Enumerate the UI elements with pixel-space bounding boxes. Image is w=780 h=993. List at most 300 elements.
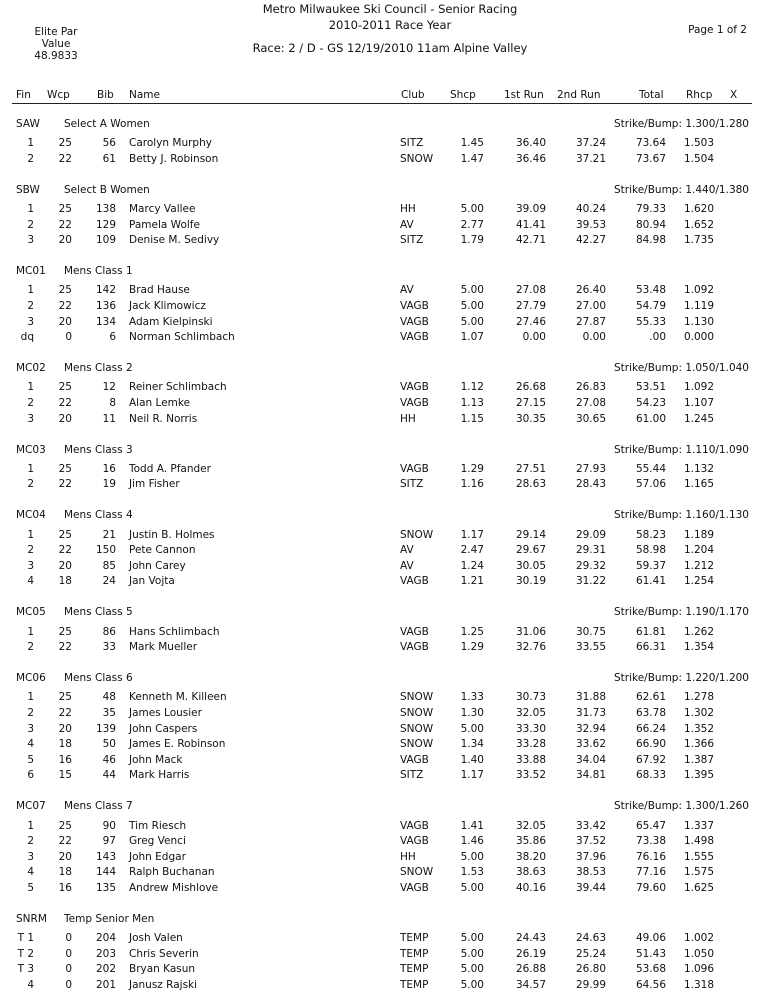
first-run-time: 28.63 — [515, 478, 546, 491]
wcp-points: 25 — [58, 137, 72, 150]
bib-number: 142 — [95, 284, 116, 297]
result-row — [0, 835, 780, 849]
finish-place: 5 — [27, 753, 34, 766]
first-run-time: 35.86 — [515, 835, 546, 848]
wcp-points: 25 — [58, 819, 72, 832]
class-name: Mens Class 3 — [64, 443, 133, 456]
club: SNOW — [400, 528, 434, 541]
wcp-points: 20 — [58, 234, 72, 247]
bib-number: 97 — [102, 835, 116, 848]
club: VAGB — [400, 641, 429, 654]
result-row — [0, 575, 780, 589]
racer-name: Hans Schlimbach — [129, 625, 220, 638]
rhcp: 1.212 — [683, 559, 714, 572]
racer-name: John Carey — [129, 559, 186, 572]
total-time: 58.98 — [635, 544, 666, 557]
racer-name: Janusz Rajski — [129, 979, 198, 991]
finish-place: 1 — [27, 691, 34, 704]
result-row — [0, 626, 780, 640]
rhcp: 1.262 — [683, 625, 714, 638]
racer-name: Mark Mueller — [129, 641, 198, 654]
racer-name: Greg Venci — [129, 835, 186, 848]
club: SNOW — [400, 738, 434, 751]
wcp-points: 22 — [58, 544, 72, 557]
first-run-time: 27.15 — [515, 397, 546, 409]
result-row — [0, 979, 780, 993]
elite-par-value: 48.9833 — [34, 50, 78, 62]
result-row — [0, 153, 780, 167]
class-header — [0, 444, 780, 458]
club: SITZ — [400, 478, 424, 491]
finish-place: 1 — [27, 381, 34, 394]
rhcp: 1.504 — [683, 152, 714, 165]
rhcp: 1.254 — [683, 575, 714, 588]
racer-name: Tim Riesch — [129, 819, 187, 832]
bib-number: 6 — [109, 331, 116, 344]
second-run-time: 30.75 — [575, 625, 606, 638]
bib-number: 203 — [95, 947, 116, 960]
col-run1: 1st Run — [504, 89, 544, 101]
shcp: 1.47 — [460, 152, 484, 165]
total-time: 54.79 — [635, 300, 666, 312]
second-run-time: 27.00 — [575, 300, 606, 312]
wcp-points: 22 — [58, 707, 72, 719]
strike-bump: Strike/Bump: 1.190/1.170 — [613, 606, 749, 619]
bib-number: 46 — [102, 753, 116, 766]
bib-number: 139 — [95, 722, 116, 735]
class-code: MC03 — [16, 443, 46, 456]
result-row — [0, 284, 780, 298]
wcp-points: 25 — [58, 381, 72, 394]
first-run-time: 33.30 — [515, 722, 546, 735]
second-run-time: 34.04 — [575, 753, 606, 766]
shcp: 1.21 — [460, 575, 484, 588]
finish-place: 2 — [27, 707, 34, 719]
result-row — [0, 544, 780, 558]
result-row — [0, 316, 780, 330]
bib-number: 33 — [102, 641, 116, 654]
first-run-time: 36.46 — [515, 152, 546, 165]
finish-place: 2 — [27, 397, 34, 409]
second-run-time: 26.80 — [575, 963, 606, 976]
wcp-points: 25 — [58, 528, 72, 541]
second-run-time: 27.93 — [575, 462, 606, 475]
racer-name: Pete Cannon — [129, 544, 196, 557]
result-row — [0, 932, 780, 946]
shcp: 1.07 — [460, 331, 484, 344]
wcp-points: 20 — [58, 850, 72, 863]
club: SNOW — [400, 707, 434, 719]
first-run-time: 27.51 — [515, 462, 546, 475]
wcp-points: 0 — [65, 331, 72, 344]
club: TEMP — [400, 979, 429, 991]
total-time: 73.67 — [635, 152, 666, 165]
result-row — [0, 529, 780, 543]
bib-number: 109 — [95, 234, 116, 247]
class-name: Mens Class 6 — [64, 672, 133, 685]
shcp: 1.46 — [460, 835, 484, 848]
racer-name: Andrew Mishlove — [129, 882, 219, 894]
first-run-time: 32.05 — [515, 707, 546, 719]
total-time: 55.44 — [635, 462, 666, 475]
shcp: 1.13 — [460, 397, 484, 409]
result-row — [0, 948, 780, 962]
result-row — [0, 478, 780, 492]
total-time: 61.41 — [635, 575, 666, 588]
result-row — [0, 707, 780, 721]
wcp-points: 25 — [58, 625, 72, 638]
shcp: 1.53 — [460, 866, 484, 879]
finish-place: 4 — [27, 979, 34, 991]
bib-number: 16 — [102, 462, 116, 475]
wcp-points: 22 — [58, 300, 72, 312]
strike-bump: Strike/Bump: 1.440/1.380 — [613, 183, 749, 196]
result-row — [0, 820, 780, 834]
wcp-points: 22 — [58, 218, 72, 231]
shcp: 1.17 — [460, 769, 484, 782]
finish-place: dq — [20, 331, 34, 344]
second-run-time: 39.44 — [575, 882, 606, 894]
second-run-time: 32.94 — [575, 722, 606, 735]
second-run-time: 33.62 — [575, 738, 606, 751]
result-row — [0, 738, 780, 752]
club: SITZ — [400, 234, 424, 247]
first-run-time: 33.88 — [515, 753, 546, 766]
rhcp: 1.555 — [683, 850, 714, 863]
bib-number: 11 — [102, 412, 116, 425]
total-time: 77.16 — [635, 866, 666, 879]
class-name: Temp Senior Men — [64, 913, 155, 925]
class-name: Mens Class 7 — [64, 800, 133, 813]
second-run-time: 37.24 — [575, 137, 606, 150]
first-run-time: 30.19 — [515, 575, 546, 588]
col-run2: 2nd Run — [557, 89, 601, 101]
finish-place: 2 — [27, 641, 34, 654]
wcp-points: 22 — [58, 478, 72, 491]
wcp-points: 16 — [58, 753, 72, 766]
total-time: 53.48 — [635, 284, 666, 297]
bib-number: 61 — [102, 152, 116, 165]
shcp: 1.41 — [460, 819, 484, 832]
bib-number: 8 — [109, 397, 116, 409]
first-run-time: 38.63 — [515, 866, 546, 879]
bib-number: 144 — [95, 866, 116, 879]
racer-name: Denise M. Sedivy — [129, 234, 220, 247]
rhcp: 1.278 — [683, 691, 714, 704]
finish-place: 3 — [27, 234, 34, 247]
racer-name: Marcy Vallee — [129, 203, 196, 215]
club: TEMP — [400, 963, 429, 976]
strike-bump: Strike/Bump: 1.050/1.040 — [613, 362, 749, 375]
shcp: 5.00 — [460, 963, 484, 976]
second-run-time: 39.53 — [575, 218, 606, 231]
shcp: 1.12 — [460, 381, 484, 394]
club: HH — [400, 203, 416, 215]
bib-number: 90 — [102, 819, 116, 832]
total-time: 68.33 — [635, 769, 666, 782]
total-time: 58.23 — [635, 528, 666, 541]
wcp-points: 0 — [65, 963, 72, 976]
club: VAGB — [400, 819, 429, 832]
second-run-time: 37.21 — [575, 152, 606, 165]
finish-place: 1 — [27, 462, 34, 475]
shcp: 1.45 — [460, 137, 484, 150]
result-row — [0, 137, 780, 151]
bib-number: 50 — [102, 738, 116, 751]
rhcp: 1.735 — [683, 234, 714, 247]
class-name: Mens Class 2 — [64, 362, 133, 375]
second-run-time: 26.83 — [575, 381, 606, 394]
first-run-time: 40.16 — [515, 882, 546, 894]
wcp-points: 15 — [58, 769, 72, 782]
wcp-points: 22 — [58, 397, 72, 409]
class-name: Mens Class 4 — [64, 509, 133, 522]
total-time: 67.92 — [635, 753, 666, 766]
shcp: 1.15 — [460, 412, 484, 425]
first-run-time: 27.46 — [515, 315, 546, 328]
racer-name: Alan Lemke — [129, 397, 191, 409]
racer-name: Reiner Schlimbach — [129, 381, 227, 394]
class-header — [0, 362, 780, 376]
first-run-time: 29.14 — [515, 528, 546, 541]
bib-number: 24 — [102, 575, 116, 588]
finish-place: 4 — [27, 738, 34, 751]
result-row — [0, 866, 780, 880]
shcp: 5.00 — [460, 882, 484, 894]
wcp-points: 18 — [58, 738, 72, 751]
shcp: 1.16 — [460, 478, 484, 491]
finish-place: 2 — [27, 835, 34, 848]
finish-place: 2 — [27, 478, 34, 491]
total-time: 66.31 — [635, 641, 666, 654]
total-time: 55.33 — [635, 315, 666, 328]
rhcp: 1.498 — [683, 835, 714, 848]
result-row — [0, 769, 780, 783]
rhcp: 1.354 — [683, 641, 714, 654]
wcp-points: 22 — [58, 152, 72, 165]
second-run-time: 40.24 — [575, 203, 606, 215]
first-run-time: 26.88 — [515, 963, 546, 976]
racer-name: Kenneth M. Killeen — [129, 691, 227, 704]
rhcp: 1.387 — [683, 753, 714, 766]
total-time: 65.47 — [635, 819, 666, 832]
header-divider — [12, 103, 752, 104]
rhcp: 1.245 — [683, 412, 714, 425]
shcp: 1.24 — [460, 559, 484, 572]
rhcp: 1.395 — [683, 769, 714, 782]
club: SITZ — [400, 137, 424, 150]
class-code: SBW — [16, 183, 40, 196]
total-time: 80.94 — [635, 218, 666, 231]
finish-place: 1 — [27, 203, 34, 215]
shcp: 1.17 — [460, 528, 484, 541]
wcp-points: 0 — [65, 947, 72, 960]
first-run-time: 34.57 — [515, 979, 546, 991]
result-row — [0, 882, 780, 896]
racer-name: Ralph Buchanan — [129, 866, 215, 879]
racer-name: Justin B. Holmes — [129, 528, 215, 541]
second-run-time: 24.63 — [575, 932, 606, 945]
wcp-points: 18 — [58, 575, 72, 588]
class-code: MC01 — [16, 265, 46, 278]
finish-place: 1 — [27, 284, 34, 297]
rhcp: 1.130 — [683, 315, 714, 328]
shcp: 5.00 — [460, 850, 484, 863]
club: VAGB — [400, 331, 429, 344]
wcp-points: 22 — [58, 641, 72, 654]
rhcp: 1.318 — [683, 979, 714, 991]
class-header — [0, 509, 780, 523]
wcp-points: 20 — [58, 559, 72, 572]
first-run-time: 26.68 — [515, 381, 546, 394]
rhcp: 1.652 — [683, 218, 714, 231]
rhcp: 1.119 — [683, 300, 714, 312]
first-run-time: 30.73 — [515, 691, 546, 704]
club: VAGB — [400, 462, 429, 475]
class-code: SNRM — [16, 913, 47, 925]
bib-number: 150 — [95, 544, 116, 557]
racer-name: Jan Vojta — [129, 575, 175, 588]
class-code: SAW — [16, 118, 40, 130]
col-rhcp: Rhcp — [686, 89, 713, 101]
finish-place: 2 — [27, 152, 34, 165]
class-header — [0, 672, 780, 686]
shcp: 5.00 — [460, 722, 484, 735]
wcp-points: 16 — [58, 882, 72, 894]
result-row — [0, 219, 780, 233]
second-run-time: 29.99 — [575, 979, 606, 991]
bib-number: 21 — [102, 528, 116, 541]
finish-place: 4 — [27, 866, 34, 879]
shcp: 5.00 — [460, 315, 484, 328]
class-name: Select B Women — [64, 183, 150, 196]
bib-number: 135 — [95, 882, 116, 894]
wcp-points: 22 — [58, 835, 72, 848]
finish-place: T 2 — [17, 947, 34, 960]
result-row — [0, 413, 780, 427]
second-run-time: 42.27 — [575, 234, 606, 247]
first-run-time: 32.05 — [515, 819, 546, 832]
col-name: Name — [129, 89, 160, 101]
first-run-time: 33.28 — [515, 738, 546, 751]
first-run-time: 41.41 — [515, 218, 546, 231]
wcp-points: 0 — [65, 932, 72, 945]
racer-name: John Mack — [129, 753, 183, 766]
col-wcp: Wcp — [47, 89, 70, 101]
shcp: 1.34 — [460, 738, 484, 751]
shcp: 1.25 — [460, 625, 484, 638]
club: VAGB — [400, 882, 429, 894]
shcp: 1.29 — [460, 641, 484, 654]
bib-number: 85 — [102, 559, 116, 572]
shcp: 1.33 — [460, 691, 484, 704]
club: VAGB — [400, 835, 429, 848]
first-run-time: 31.06 — [515, 625, 546, 638]
total-time: 57.06 — [635, 478, 666, 491]
total-time: 66.90 — [635, 738, 666, 751]
elite-par-block — [18, 26, 94, 62]
first-run-time: 29.67 — [515, 544, 546, 557]
finish-place: 3 — [27, 850, 34, 863]
total-time: 64.56 — [635, 979, 666, 991]
second-run-time: 25.24 — [575, 947, 606, 960]
class-header — [0, 265, 780, 279]
finish-place: 2 — [27, 300, 34, 312]
result-row — [0, 331, 780, 345]
racer-name: John Edgar — [129, 850, 186, 863]
total-time: 51.43 — [635, 947, 666, 960]
first-run-time: 27.08 — [515, 284, 546, 297]
racer-name: Carolyn Murphy — [129, 137, 212, 150]
wcp-points: 25 — [58, 284, 72, 297]
result-row — [0, 463, 780, 477]
result-row — [0, 203, 780, 217]
total-time: 84.98 — [635, 234, 666, 247]
wcp-points: 0 — [65, 979, 72, 991]
racer-name: James E. Robinson — [129, 738, 226, 751]
class-code: MC04 — [16, 509, 46, 522]
first-run-time: 42.71 — [515, 234, 546, 247]
total-time: 79.60 — [635, 882, 666, 894]
rhcp: 1.352 — [683, 722, 714, 735]
racer-name: Brad Hause — [129, 284, 190, 297]
racer-name: Chris Severin — [129, 947, 199, 960]
racer-name: Jim Fisher — [129, 478, 180, 491]
shcp: 1.30 — [460, 707, 484, 719]
total-time: 59.37 — [635, 559, 666, 572]
wcp-points: 20 — [58, 412, 72, 425]
total-time: 54.23 — [635, 397, 666, 409]
bib-number: 35 — [102, 707, 116, 719]
class-code: MC02 — [16, 362, 46, 375]
bib-number: 201 — [95, 979, 116, 991]
col-total: Total — [639, 89, 664, 101]
racer-name: Josh Valen — [129, 932, 183, 945]
second-run-time: 29.32 — [575, 559, 606, 572]
result-row — [0, 560, 780, 574]
second-run-time: 31.73 — [575, 707, 606, 719]
col-fin: Fin — [16, 89, 31, 101]
club: TEMP — [400, 947, 429, 960]
wcp-points: 25 — [58, 462, 72, 475]
finish-place: T 3 — [17, 963, 34, 976]
rhcp: 1.132 — [683, 462, 714, 475]
page-number: Page 1 of 2 — [688, 24, 747, 36]
total-time: 76.16 — [635, 850, 666, 863]
bib-number: 12 — [102, 381, 116, 394]
first-run-time: 33.52 — [515, 769, 546, 782]
finish-place: 4 — [27, 575, 34, 588]
report-title: Metro Milwaukee Ski Council - Senior Racing — [262, 2, 518, 16]
strike-bump: Strike/Bump: 1.110/1.090 — [613, 443, 749, 456]
total-time: 53.51 — [635, 381, 666, 394]
finish-place: 2 — [27, 218, 34, 231]
rhcp: 1.366 — [683, 738, 714, 751]
club: VAGB — [400, 575, 429, 588]
racer-name: Neil R. Norris — [129, 412, 198, 425]
rhcp: 1.575 — [683, 866, 714, 879]
wcp-points: 20 — [58, 315, 72, 328]
racer-name: Jack Klimowicz — [129, 300, 206, 312]
club: SNOW — [400, 691, 434, 704]
club: SNOW — [400, 722, 434, 735]
class-header — [0, 913, 780, 927]
total-time: 73.38 — [635, 835, 666, 848]
club: TEMP — [400, 932, 429, 945]
result-row — [0, 397, 780, 411]
result-row — [0, 300, 780, 314]
racer-name: Todd A. Pfander — [129, 462, 211, 475]
